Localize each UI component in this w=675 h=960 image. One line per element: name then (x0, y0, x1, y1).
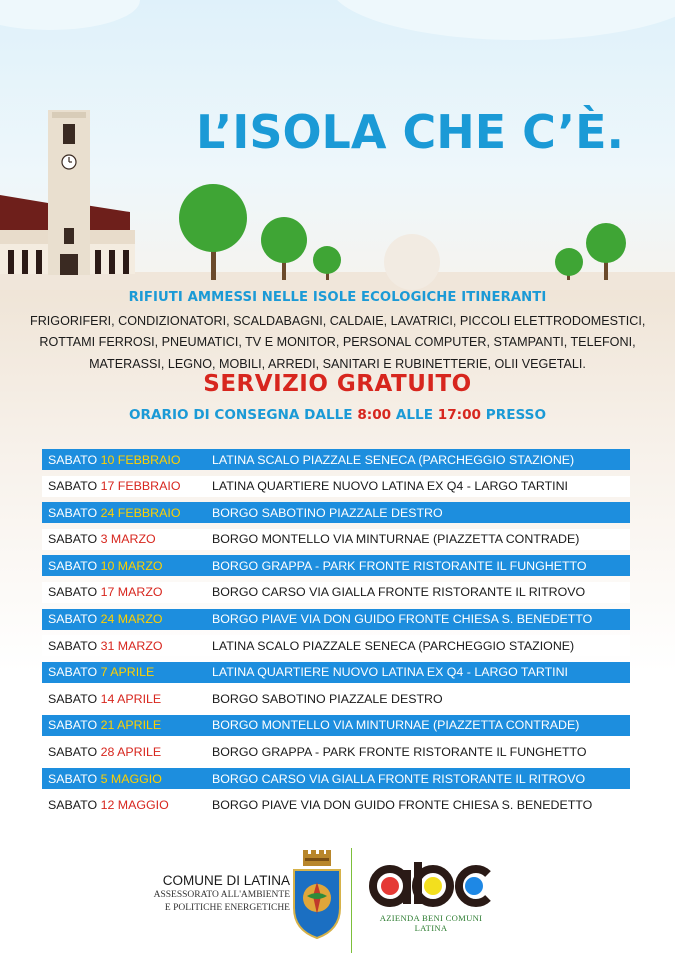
schedule-date: SABATO 28 APRILE (48, 745, 162, 760)
schedule-place: BORGO CARSO VIA GIALLA FRONTE RISTORANTE IL RITROVO (212, 585, 586, 600)
end-time: 17:00 (437, 407, 482, 423)
clock-tower-icon (48, 110, 90, 275)
schedule-list (42, 449, 630, 821)
schedule-date: SABATO 21 APRILE (48, 718, 162, 733)
schedule-date: SABATO 10 FEBBRAIO (48, 452, 181, 467)
schedule-place: BORGO PIAVE VIA DON GUIDO FRONTE CHIESA S. BENEDETTO (212, 798, 593, 813)
schedule-place: LATINA QUARTIERE NUOVO LATINA EX Q4 - LARGO TARTINI (212, 665, 568, 680)
orario-prefix: ORARIO DI CONSEGNA DALLE (128, 407, 353, 423)
accepted-materials-list (30, 311, 645, 375)
tree-icon (586, 223, 626, 280)
schedule-date: SABATO 17 MARZO (48, 585, 163, 600)
schedule-row (42, 662, 630, 683)
schedule-row (42, 529, 630, 550)
page-title: L’ISOLA CHE C’È. (196, 105, 624, 159)
comune-dept: ASSESSORATO ALL'AMBIENTE (153, 890, 290, 900)
schedule-row (42, 476, 630, 497)
schedule-place: BORGO SABOTINO PIAZZALE DESTRO (212, 505, 443, 520)
schedule-place: LATINA SCALO PIAZZALE SENECA (PARCHEGGIO STAZIONE) (212, 452, 575, 467)
sun-icon (384, 234, 440, 290)
schedule-date: SABATO 3 MARZO (48, 532, 156, 547)
schedule-row (42, 609, 630, 630)
schedule-place: BORGO MONTELLO VIA MINTURNAE (PIAZZETTA CONTRADE) (212, 718, 580, 733)
orario-suffix: PRESSO (485, 407, 547, 423)
comune-name: COMUNE DI LATINA (162, 873, 290, 888)
schedule-date: SABATO 10 MARZO (48, 558, 163, 573)
schedule-date: SABATO 14 APRILE (48, 691, 162, 706)
schedule-row (42, 795, 630, 816)
tree-icon (261, 217, 307, 280)
schedule-place: BORGO GRAPPA - PARK FRONTE RISTORANTE IL FUNGHETTO (212, 745, 587, 760)
materials-line: FRIGORIFERI, CONDIZIONATORI, SCALDABAGNI, CALDAIE, LAVATRICI, PICCOLI ELETTRODOMESTICI, (30, 314, 646, 328)
schedule-date: SABATO 5 MAGGIO (48, 771, 162, 786)
schedule-date: SABATO 12 MAGGIO (48, 798, 169, 813)
schedule-place: BORGO GRAPPA - PARK FRONTE RISTORANTE IL FUNGHETTO (212, 558, 587, 573)
schedule-row (42, 502, 630, 523)
abc-caption: AZIENDA BENI COMUNI LATINA (379, 913, 483, 933)
orario-middle: ALLE (395, 407, 434, 423)
start-time: 8:00 (357, 407, 392, 423)
schedule-place: BORGO CARSO VIA GIALLA FRONTE RISTORANTE IL RITROVO (212, 771, 586, 786)
schedule-row (42, 768, 630, 789)
delivery-hours (0, 407, 675, 423)
schedule-row (42, 635, 630, 656)
schedule-row (42, 449, 630, 470)
accepted-waste-heading: RIFIUTI AMMESSI NELLE ISOLE ECOLOGICHE ITINERANTI (128, 290, 547, 305)
schedule-place: BORGO PIAVE VIA DON GUIDO FRONTE CHIESA S. BENEDETTO (212, 612, 593, 627)
materials-line: ROTTAMI FERROSI, PNEUMATICI, TV E MONITOR, PERSONAL COMPUTER, STAMPANTI, TELEFONI, (39, 335, 636, 350)
schedule-date: SABATO 24 FEBBRAIO (48, 505, 181, 520)
schedule-date: SABATO 17 FEBBRAIO (48, 479, 181, 494)
schedule-date: SABATO 7 APRILE (48, 665, 155, 680)
schedule-date: SABATO 24 MARZO (48, 612, 163, 627)
schedule-place: BORGO MONTELLO VIA MINTURNAE (PIAZZETTA CONTRADE) (212, 532, 580, 547)
materials-line: MATERASSI, LEGNO, MOBILI, ARREDI, SANITARI E RUBINETTERIE, OLII VEGETALI. (89, 356, 586, 371)
schedule-place: BORGO SABOTINO PIAZZALE DESTRO (212, 691, 443, 706)
schedule-row (42, 742, 630, 763)
comune-block (130, 873, 290, 914)
tree-icon (179, 184, 247, 280)
schedule-row (42, 582, 630, 603)
crest-icon (291, 850, 343, 940)
schedule-row (42, 688, 630, 709)
comune-dept: E POLITICHE ENERGETICHE (164, 903, 290, 913)
schedule-row (42, 715, 630, 736)
footer-divider (351, 848, 352, 953)
schedule-date: SABATO 31 MARZO (48, 638, 163, 653)
schedule-row (42, 555, 630, 576)
schedule-place: LATINA SCALO PIAZZALE SENECA (PARCHEGGIO STAZIONE) (212, 638, 575, 653)
free-service-heading: SERVIZIO GRATUITO (203, 371, 472, 397)
abc-logo-icon (368, 862, 498, 912)
schedule-place: LATINA QUARTIERE NUOVO LATINA EX Q4 - LARGO TARTINI (212, 479, 568, 494)
